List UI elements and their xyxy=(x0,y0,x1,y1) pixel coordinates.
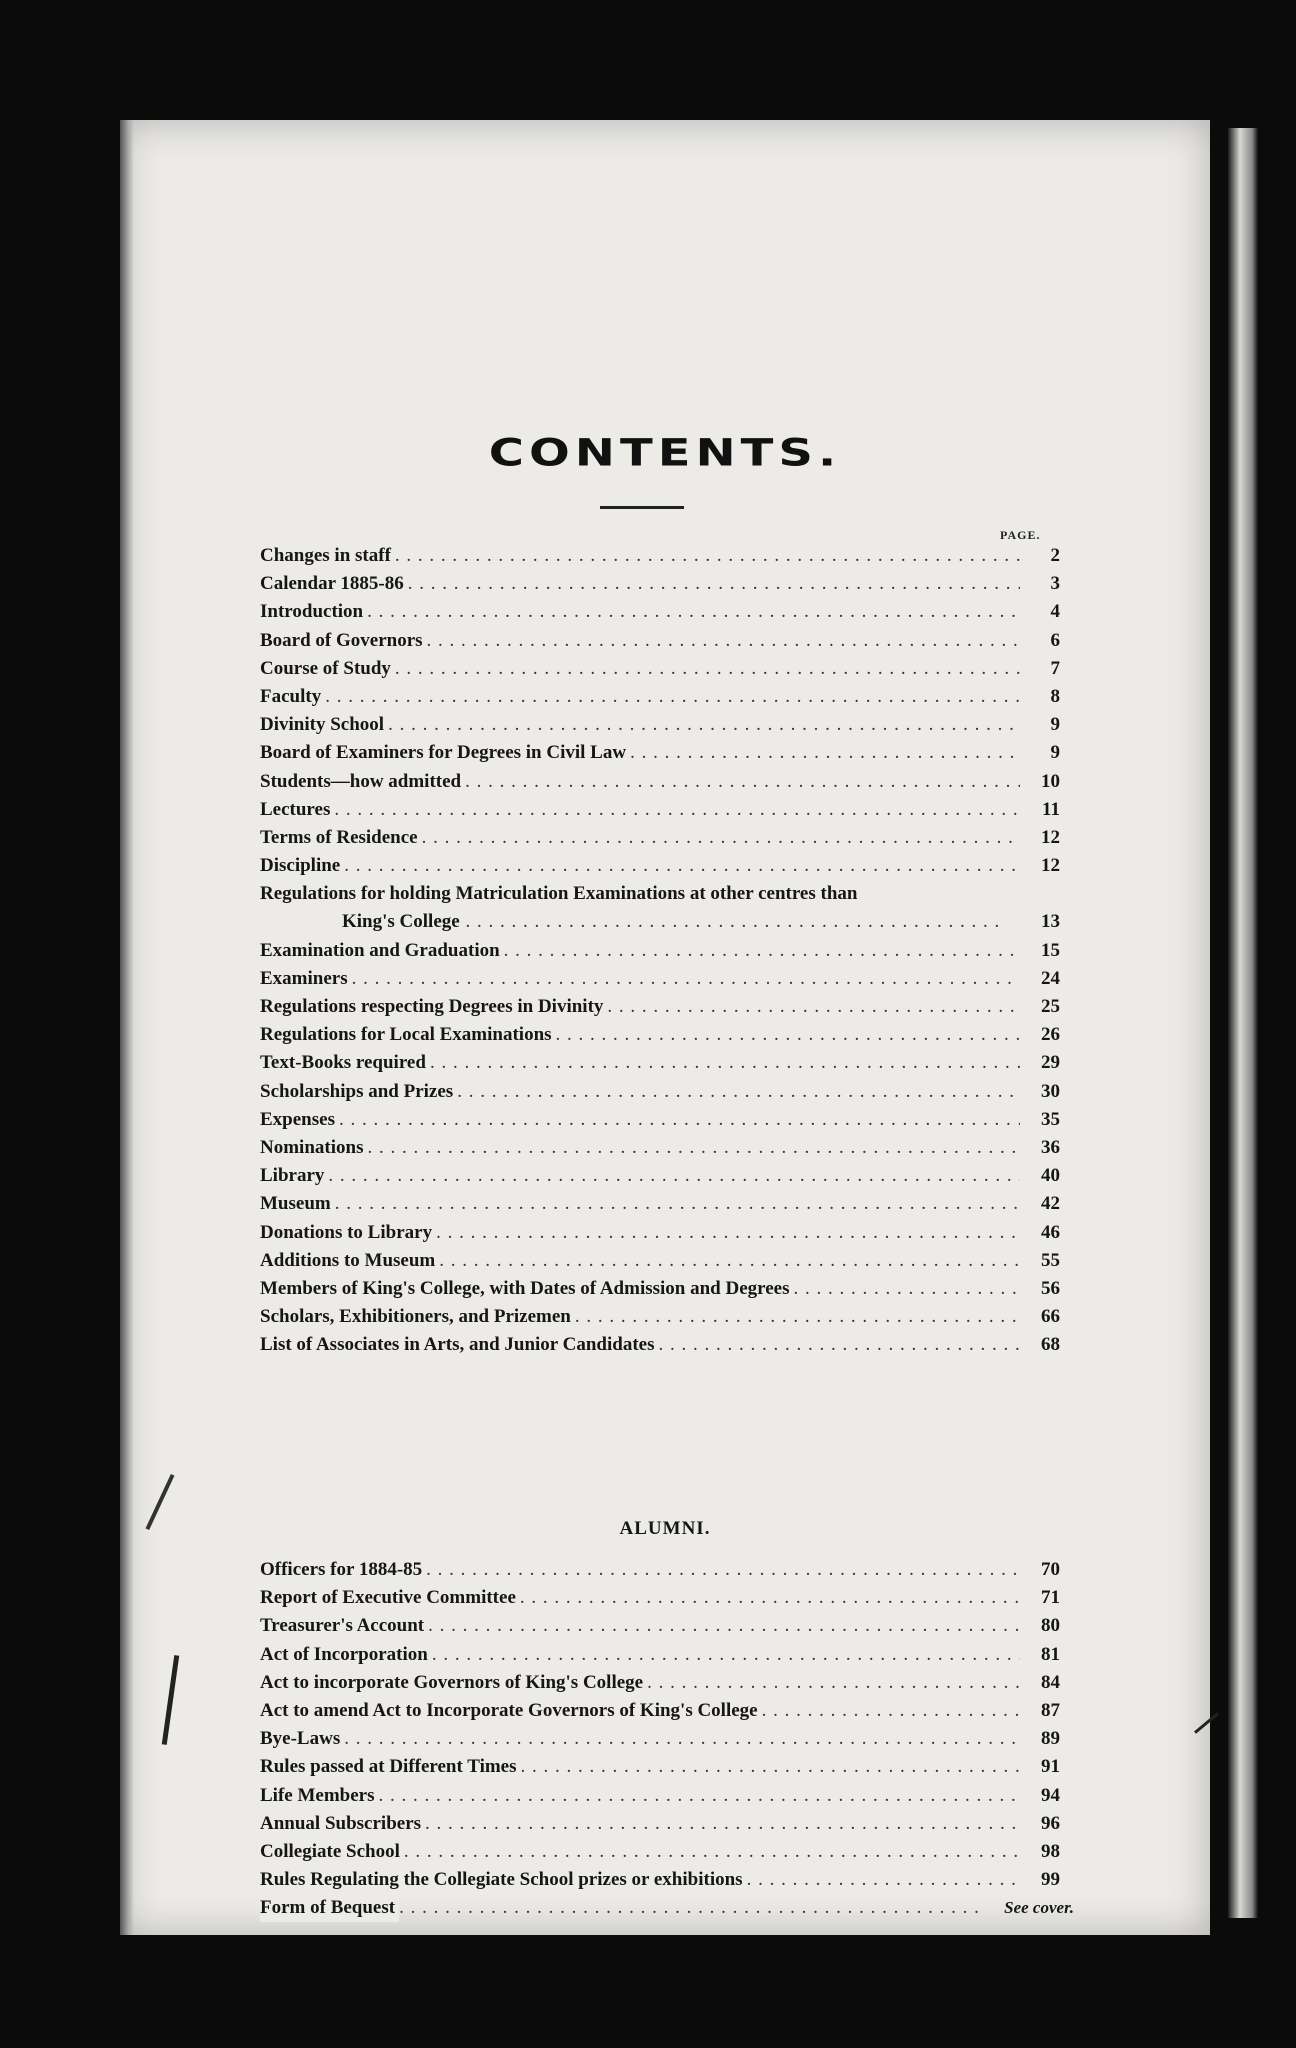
book-edge xyxy=(1228,128,1258,1918)
toc-entry-page: 42 xyxy=(1041,1193,1060,1215)
toc-entry xyxy=(260,1134,1060,1162)
toc-entry xyxy=(260,1049,1060,1077)
toc-entry-page: 36 xyxy=(1041,1136,1060,1158)
toc-entry xyxy=(260,852,1060,880)
toc-entry xyxy=(260,796,1060,824)
toc-entry-page: 99 xyxy=(1041,1869,1060,1891)
toc-entry xyxy=(260,993,1060,1021)
toc-entry-page: 25 xyxy=(1041,996,1060,1018)
ink-mark xyxy=(1194,1712,1219,1734)
toc-entry xyxy=(260,1275,1060,1303)
toc-entry-page: 29 xyxy=(1041,1052,1060,1074)
toc-entry xyxy=(260,1810,1060,1838)
toc-entry-page: 12 xyxy=(1041,855,1060,877)
toc-entry-title: Donations to Library xyxy=(260,1219,436,1247)
page-title: CONTENTS. xyxy=(488,431,842,475)
toc-entry xyxy=(260,965,1060,993)
toc-entry xyxy=(260,768,1060,796)
toc-entry-page: 81 xyxy=(1041,1643,1060,1665)
toc-entry-title: Act to incorporate Governors of King's College xyxy=(260,1669,647,1697)
toc-entry-title: Report of Executive Committee xyxy=(260,1584,520,1612)
toc-entry-page: 98 xyxy=(1041,1840,1060,1862)
toc-entry xyxy=(260,1106,1060,1134)
toc-entry xyxy=(260,1556,1060,1584)
toc-entry-page: 11 xyxy=(1042,798,1060,820)
toc-entry-page: See cover. xyxy=(1004,1898,1074,1918)
toc-entry-page: 6 xyxy=(1050,629,1060,651)
toc-entry-page: 46 xyxy=(1041,1221,1060,1243)
toc-entry xyxy=(260,1782,1060,1810)
toc-entry-page: 4 xyxy=(1050,601,1060,623)
toc-entry-title: Rules passed at Different Times xyxy=(260,1753,521,1781)
toc-entry xyxy=(260,739,1060,767)
toc-entry-page: 94 xyxy=(1041,1784,1060,1806)
toc-entry-page: 9 xyxy=(1050,742,1060,764)
toc-entry-title: Library xyxy=(260,1162,328,1190)
toc-entry-page: 35 xyxy=(1041,1108,1060,1130)
toc-entry-title: Board of Examiners for Degrees in Civil Law xyxy=(260,739,630,767)
toc-entry-page: 10 xyxy=(1041,770,1060,792)
toc-entry-title: Changes in staff xyxy=(260,542,395,570)
toc-entry-title: Examiners xyxy=(260,965,352,993)
toc-entry-page: 7 xyxy=(1050,657,1060,679)
toc-entry-title: Board of Governors xyxy=(260,627,427,655)
toc-entry-page: 70 xyxy=(1041,1559,1060,1580)
toc-entry xyxy=(260,1838,1060,1866)
toc-entry-title: Annual Subscribers xyxy=(260,1810,425,1838)
toc-entry-page: 26 xyxy=(1041,1024,1060,1046)
toc-entry-page: 3 xyxy=(1050,573,1060,595)
toc-entry-page: 13 xyxy=(1041,911,1060,933)
toc-entry-title: Discipline xyxy=(260,852,344,880)
toc-entry-page: 30 xyxy=(1041,1080,1060,1102)
toc-entry xyxy=(260,1725,1060,1753)
contents-list xyxy=(260,542,1060,1359)
toc-entry-title: Examination and Graduation xyxy=(260,937,504,965)
toc-entry-page: 12 xyxy=(1041,826,1060,848)
toc-entry-title: Treasurer's Account xyxy=(260,1612,428,1640)
toc-entry-title: Bye-Laws xyxy=(260,1725,344,1753)
toc-entry xyxy=(260,598,1060,626)
toc-entry xyxy=(260,1753,1060,1781)
toc-entry xyxy=(260,655,1060,683)
toc-entry-title: Regulations respecting Degrees in Divinity xyxy=(260,993,607,1021)
toc-entry-page: 68 xyxy=(1041,1334,1060,1356)
toc-entry-page: 89 xyxy=(1041,1728,1060,1750)
toc-entry-page: 24 xyxy=(1041,967,1060,989)
toc-entry-title: Introduction xyxy=(260,598,367,626)
toc-entry-title: Additions to Museum xyxy=(260,1247,439,1275)
toc-entry xyxy=(260,1303,1060,1331)
toc-entry xyxy=(260,570,1060,598)
toc-entry xyxy=(260,824,1060,852)
toc-entry-title: Nominations xyxy=(260,1134,367,1162)
toc-entry xyxy=(260,1247,1060,1275)
toc-entry xyxy=(260,1219,1060,1247)
toc-entry-page: 40 xyxy=(1041,1165,1060,1187)
toc-entry xyxy=(260,542,1060,570)
toc-entry-page: 55 xyxy=(1041,1249,1060,1271)
toc-entry-title: Lectures xyxy=(260,796,334,824)
toc-entry-title: Calendar 1885-86 xyxy=(260,570,408,598)
toc-entry xyxy=(260,627,1060,655)
toc-entry-title: List of Associates in Arts, and Junior Candidates xyxy=(260,1331,659,1359)
toc-entry xyxy=(260,683,1060,711)
toc-entry-title: Form of Bequest xyxy=(260,1894,399,1922)
toc-entry-title: Regulations for Local Examinations xyxy=(260,1021,556,1049)
alumni-heading: ALUMNI. xyxy=(619,1518,711,1539)
toc-entry-title: Act of Incorporation xyxy=(260,1641,432,1669)
toc-entry-title: Life Members xyxy=(260,1782,378,1810)
toc-entry-page: 87 xyxy=(1041,1699,1060,1721)
toc-entry xyxy=(260,1641,1060,1669)
toc-entry xyxy=(260,1331,1060,1359)
toc-entry-page: 9 xyxy=(1050,714,1060,736)
toc-entry-page: 56 xyxy=(1041,1277,1060,1299)
toc-entry-title: Divinity School xyxy=(260,711,388,739)
ink-mark xyxy=(162,1655,179,1745)
toc-entry-title: Rules Regulating the Collegiate School prizes or exhibitions xyxy=(260,1866,747,1894)
toc-entry-title: Course of Study xyxy=(260,655,395,683)
toc-entry-title: Regulations for holding Matriculation Examinations at other centres than xyxy=(260,883,858,905)
toc-entry-title: Expenses xyxy=(260,1106,339,1134)
toc-entry-title: Scholars, Exhibitioners, and Prizemen xyxy=(260,1303,575,1331)
toc-entry-page: 96 xyxy=(1041,1812,1060,1834)
toc-entry: Regulations for holding Matriculation Examinations at other centres than King's College . . . . . . . . . . . . . . . . . . . . . . . . . . . . . . . . . . . . . . . . . . . . . . . 13 xyxy=(260,880,1060,936)
toc-entry-page: 8 xyxy=(1050,685,1060,707)
toc-entry xyxy=(260,711,1060,739)
toc-entry-title: Text-Books required xyxy=(260,1049,430,1077)
toc-entry-page: 71 xyxy=(1041,1587,1060,1609)
page-column-label: PAGE. xyxy=(1000,528,1041,542)
toc-entry-page: 91 xyxy=(1041,1756,1060,1778)
toc-entry-title: Officers for 1884-85 xyxy=(260,1556,426,1584)
toc-entry xyxy=(260,937,1060,965)
toc-entry-title: Scholarships and Prizes xyxy=(260,1078,457,1106)
toc-entry xyxy=(260,1866,1060,1894)
alumni-list xyxy=(260,1556,1074,1922)
toc-entry-title: Museum xyxy=(260,1190,335,1218)
toc-entry-page: 66 xyxy=(1041,1306,1060,1328)
toc-entry xyxy=(260,1078,1060,1106)
toc-entry xyxy=(260,1612,1060,1640)
toc-entry xyxy=(260,1162,1060,1190)
toc-entry-title: Act to amend Act to Incorporate Governors of King's College xyxy=(260,1697,762,1725)
toc-entry-title: Faculty xyxy=(260,683,325,711)
toc-entry-page: 84 xyxy=(1041,1671,1060,1693)
toc-entry-title: Collegiate School xyxy=(260,1838,404,1866)
toc-entry xyxy=(260,1894,1074,1922)
toc-entry xyxy=(260,1697,1060,1725)
toc-entry-title: Students—how admitted xyxy=(260,768,465,796)
toc-entry-title-continued: King's College xyxy=(342,911,460,933)
toc-entry xyxy=(260,1021,1060,1049)
toc-entry-title: Members of King's College, with Dates of Admission and Degrees xyxy=(260,1275,794,1303)
title-rule xyxy=(600,506,684,509)
toc-entry-page: 15 xyxy=(1041,939,1060,961)
toc-entry-page: 80 xyxy=(1041,1615,1060,1637)
toc-entry-page: 2 xyxy=(1050,545,1060,566)
toc-entry xyxy=(260,1190,1060,1218)
contents-page xyxy=(120,120,1210,1935)
toc-entry xyxy=(260,1669,1060,1697)
toc-entry xyxy=(260,1584,1060,1612)
toc-entry-title: Terms of Residence xyxy=(260,824,422,852)
